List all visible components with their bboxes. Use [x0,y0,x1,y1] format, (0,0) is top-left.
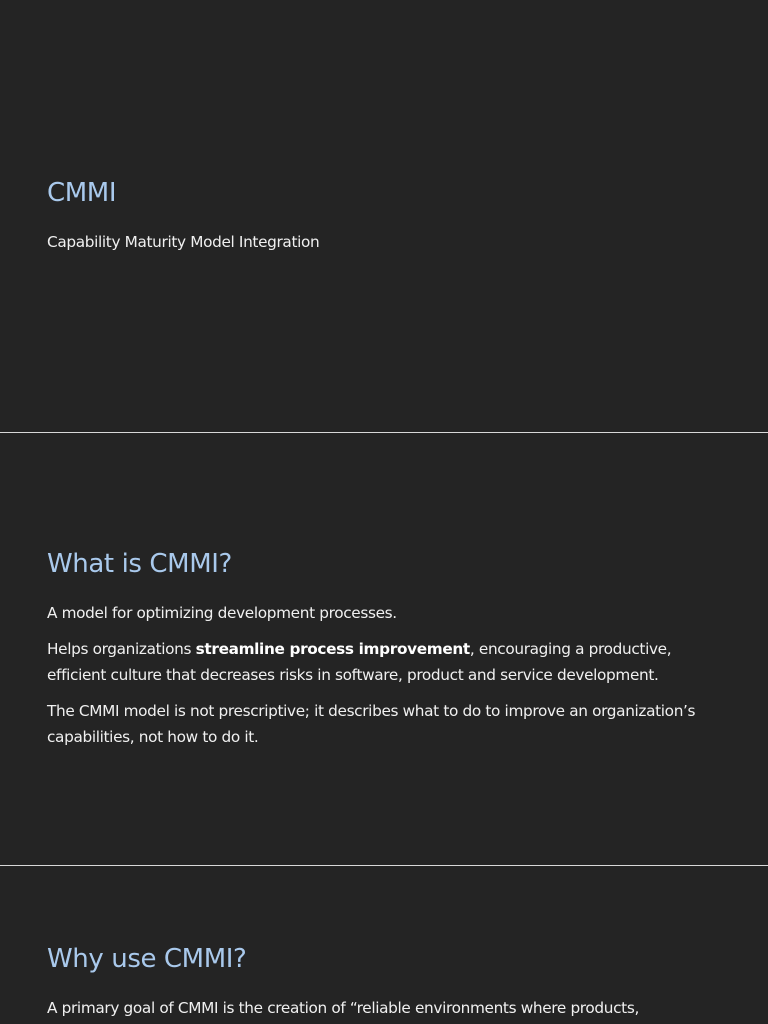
paragraph-text: , encouraging a productive, efficient culture that decreases risks in software, product and service development. [47,640,672,684]
slide-paragraph: A model for optimizing development processes. [47,604,397,622]
slide-1 [0,0,768,432]
paragraph-text: Helps organizations [47,640,196,658]
slide-paragraph [47,637,707,688]
slide-paragraph: The CMMI model is not prescriptive; it describes what to do to improve an organization’s capabilities, not how to do it. [47,702,696,746]
slide-title: CMMI [47,178,117,208]
slide-title: What is CMMI? [47,549,232,579]
slide-2 [0,433,768,865]
slide-title: Why use CMMI? [47,944,247,974]
slide-3 [0,866,768,1024]
slide-paragraph: A primary goal of CMMI is the creation of “reliable environments where products, [47,999,639,1017]
emphasis-text: streamline process improvement [195,640,470,658]
slide-subtitle: Capability Maturity Model Integration [47,233,320,251]
